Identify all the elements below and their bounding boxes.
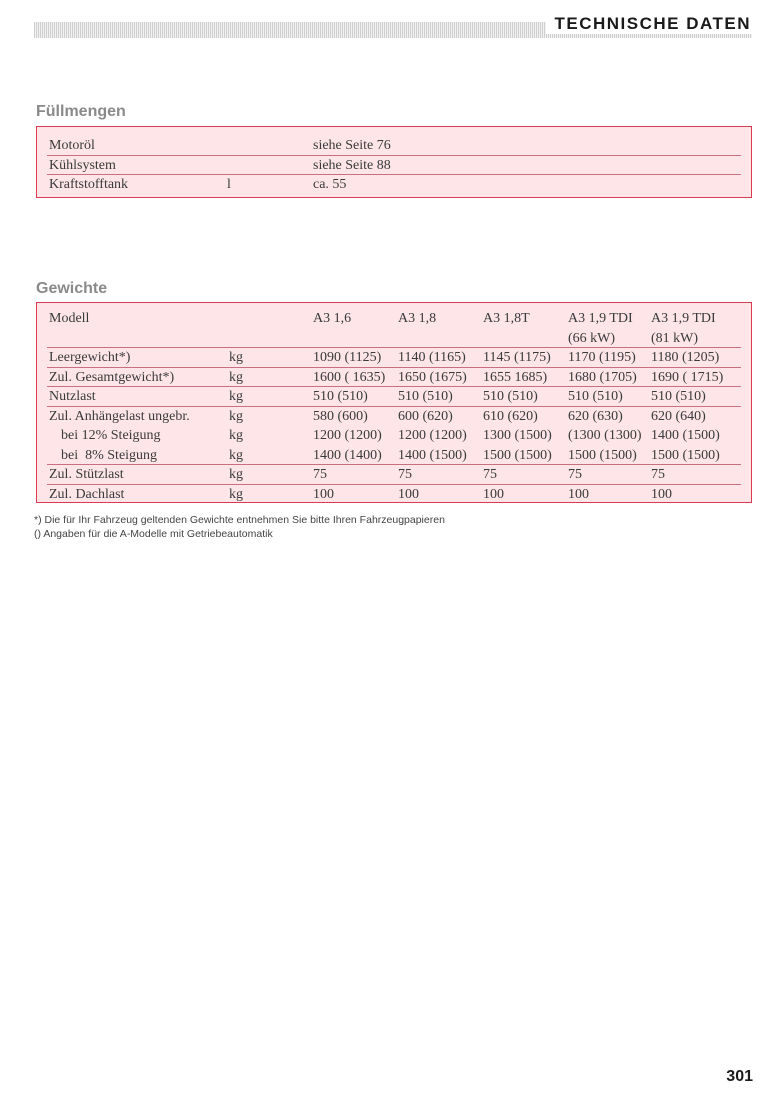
- row-value: siehe Seite 76: [313, 138, 391, 153]
- cell-value: 1180 (1205): [651, 350, 720, 365]
- row-unit: kg: [229, 350, 243, 365]
- cell-value: 1170 (1195): [568, 350, 636, 365]
- cell-value: 580 (600): [313, 408, 368, 424]
- cell-value: 75: [398, 467, 412, 482]
- cell-value: 510 (510): [651, 389, 706, 404]
- row-unit: kg: [229, 486, 243, 502]
- table-row: [37, 465, 751, 485]
- cell-value: 620 (640): [651, 408, 706, 424]
- table-row: [37, 368, 751, 388]
- row-label: Zul. Dachlast: [49, 486, 125, 502]
- cell-value: 1500 (1500): [483, 447, 552, 463]
- cell-value: 610 (620): [483, 408, 538, 424]
- column-header-model: A3 1,8: [398, 311, 437, 326]
- table-row: [37, 407, 751, 427]
- column-header-model-sub: (66 kW): [568, 330, 616, 346]
- cell-value: 510 (510): [483, 389, 538, 404]
- row-label: bei 8% Steigung: [61, 447, 158, 463]
- cell-value: 1400 (1400): [313, 447, 382, 463]
- cell-value: 1200 (1200): [313, 428, 382, 443]
- cell-value: 1690 ( 1715): [651, 369, 724, 385]
- row-label: Kraftstofftank: [49, 177, 129, 192]
- page-header-title: TECHNISCHE DATEN: [546, 14, 753, 34]
- cell-value: 1650 (1675): [398, 369, 467, 385]
- table-row: [37, 387, 751, 407]
- table-row: [37, 348, 751, 368]
- cell-value: 75: [568, 467, 582, 482]
- row-label: Zul. Anhängelast ungebr.: [49, 408, 190, 424]
- cell-value: 100: [651, 486, 672, 502]
- gewichte-table: [36, 302, 752, 503]
- row-label: bei 12% Steigung: [61, 428, 161, 443]
- footnote: () Angaben für die A-Modelle mit Getriebeautomatik: [34, 528, 273, 540]
- table-row: [37, 485, 751, 505]
- row-unit: kg: [229, 447, 243, 463]
- cell-value: 100: [398, 486, 419, 502]
- cell-value: 75: [313, 467, 327, 482]
- fuellmengen-table: [36, 126, 752, 198]
- row-unit: kg: [229, 369, 243, 385]
- row-unit: kg: [229, 467, 243, 482]
- cell-value: 100: [483, 486, 504, 502]
- cell-value: 510 (510): [398, 389, 453, 404]
- cell-value: 1680 (1705): [568, 369, 637, 385]
- cell-value: 1145 (1175): [483, 350, 551, 365]
- cell-value: 1655 1685): [483, 369, 548, 385]
- row-label: Motoröl: [49, 138, 95, 153]
- column-header-model-sub: (81 kW): [651, 330, 699, 346]
- cell-value: 510 (510): [568, 389, 623, 404]
- row-unit: kg: [229, 408, 243, 424]
- row-label: Leergewicht*): [49, 350, 131, 365]
- cell-value: 1600 ( 1635): [313, 369, 386, 385]
- cell-value: 1090 (1125): [313, 350, 382, 365]
- table-row: [37, 136, 751, 156]
- table-header-row: [37, 329, 751, 349]
- section-title-gewichte: Gewichte: [36, 280, 108, 297]
- row-label: Nutzlast: [49, 389, 96, 404]
- cell-value: 600 (620): [398, 408, 453, 424]
- column-header-model: A3 1,9 TDI: [568, 311, 633, 326]
- table-row: [37, 426, 751, 446]
- cell-value: 75: [651, 467, 665, 482]
- cell-value: 75: [483, 467, 497, 482]
- row-label: Kühlsystem: [49, 157, 116, 173]
- cell-value: 1400 (1500): [651, 428, 720, 443]
- row-unit: kg: [229, 389, 243, 404]
- row-value: ca. 55: [313, 177, 347, 192]
- cell-value: 1500 (1500): [651, 447, 720, 463]
- table-row: [37, 446, 751, 466]
- table-row: [37, 175, 751, 195]
- row-unit: kg: [229, 428, 243, 443]
- column-header-model: A3 1,9 TDI: [651, 311, 716, 326]
- footnote: *) Die für Ihr Fahrzeug geltenden Gewichte entnehmen Sie bitte Ihren Fahrzeugpapieren: [34, 514, 445, 526]
- section-title-fuellmengen: Füllmengen: [36, 103, 126, 120]
- row-unit: l: [227, 177, 231, 192]
- cell-value: 100: [313, 486, 334, 502]
- table-row: [37, 156, 751, 176]
- cell-value: 1300 (1500): [483, 428, 552, 443]
- column-header-model: A3 1,8T: [483, 311, 530, 326]
- column-header-model: A3 1,6: [313, 311, 352, 326]
- cell-value: 1500 (1500): [568, 447, 637, 463]
- page-number: 301: [726, 1068, 753, 1085]
- cell-value: 100: [568, 486, 589, 502]
- cell-value: 620 (630): [568, 408, 623, 424]
- cell-value: 510 (510): [313, 389, 368, 404]
- table-header-row: [37, 309, 751, 329]
- cell-value: 1200 (1200): [398, 428, 467, 443]
- row-value: siehe Seite 88: [313, 157, 391, 173]
- row-label: Zul. Stützlast: [49, 467, 124, 482]
- column-header-label: Modell: [49, 311, 90, 326]
- cell-value: 1140 (1165): [398, 350, 466, 365]
- cell-value: (1300 (1300): [568, 428, 642, 443]
- cell-value: 1400 (1500): [398, 447, 467, 463]
- row-label: Zul. Gesamtgewicht*): [49, 369, 175, 385]
